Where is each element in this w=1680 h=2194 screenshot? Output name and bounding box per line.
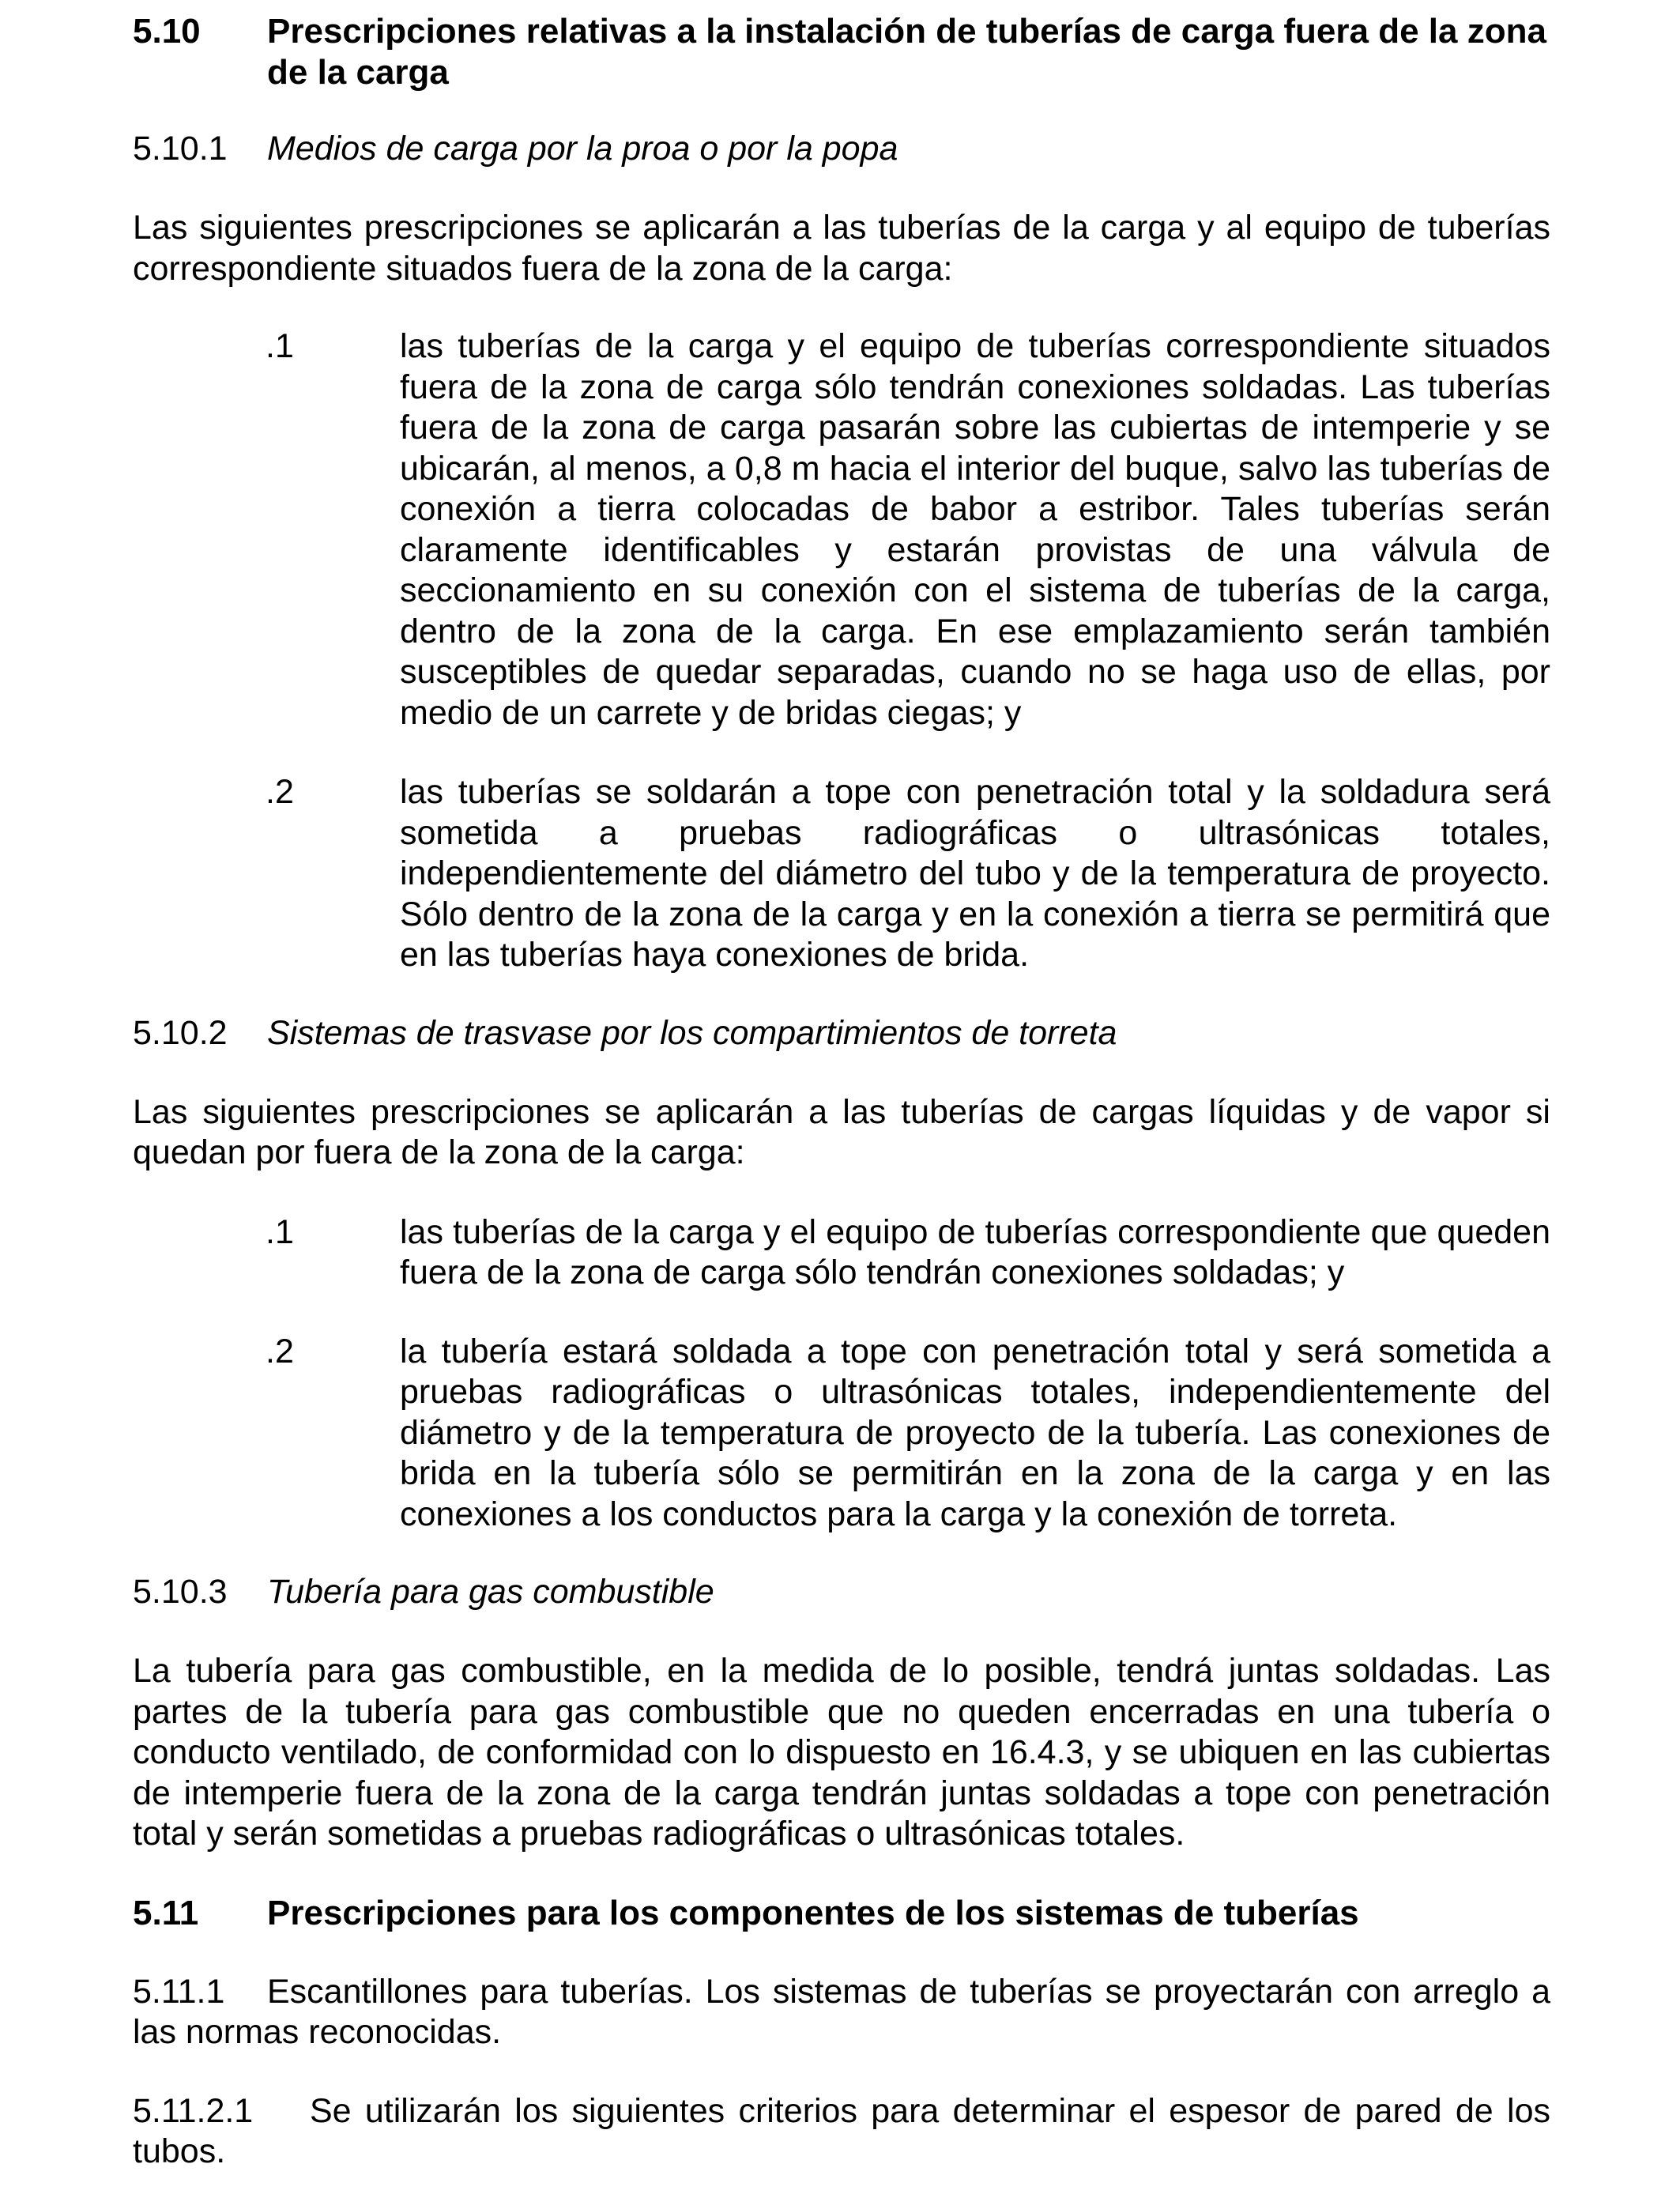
subsection-title: Tubería para gas combustible [267,1573,714,1611]
paragraph-5-11-1 [133,1972,1550,2053]
subsection-title: Sistemas de trasvase por los compartimientos de torreta [267,1013,1117,1052]
document-page [133,11,1550,2173]
list-item-text: las tuberías se soldarán a tope con penetración total y la soldadura será sometida a pruebas radiográficas o ultrasónicas totales, independientemente del diámetro del tubo y de la temperatura de proyecto. Sólo dentro de la zona de la carga y en la conexión a tierra se permitirá que en las tuberías haya conexiones de brida. [400,773,1550,974]
subsection-heading-5-10-3 [133,1571,1550,1612]
list-item-text: las tuberías de la carga y el equipo de tuberías correspondiente que queden fuera de la zona de carga sólo tendrán conexiones soldadas; y [400,1212,1550,1291]
paragraph-text: Se utilizarán los siguientes criterios para determinar el espesor de pared de los tubos. [133,2091,1550,2170]
section-heading-5-10 [133,11,1550,93]
paragraph-number: 5.11.1 [133,1972,225,2011]
section-title: Prescripciones para los componentes de los sistemas de tuberías [267,1893,1359,1932]
list-item [133,772,1550,976]
subsection-number: 5.10.1 [133,130,228,168]
paragraph-intro-5-10-1: Las siguientes prescripciones se aplicarán a las tuberías de la carga y al equipo de tuberías correspondiente situados fuera de la zona de la carga: [133,209,1550,288]
paragraph-number: 5.11.2.1 [133,2091,254,2130]
section-number: 5.10 [133,12,201,51]
paragraph-text: Escantillones para tuberías. Los sistemas de tuberías se proyectarán con arreglo a las normas reconocidas. [133,1972,1550,2051]
paragraph-5-11-2-1 [133,2091,1550,2173]
list-item [133,326,1550,733]
subsection-number: 5.10.2 [133,1013,228,1052]
list-item [133,1212,1550,1294]
section-heading-5-11 [133,1893,1550,1934]
list-marker: .2 [266,1332,294,1370]
subsection-heading-5-10-1 [133,128,1550,169]
paragraph-intro-5-10-2: Las siguientes prescripciones se aplicarán a las tuberías de cargas líquidas y de vapor si quedan por fuera de la zona de la carga: [133,1092,1550,1171]
list-item-text: las tuberías de la carga y el equipo de tuberías correspondiente situados fuera de la zona de carga sólo tendrán conexiones soldadas. Las tuberías fuera de la zona de carga pasarán sobre las cubiertas de intemperie y se ubicarán, al menos, a 0,8 m hacia el interior del buque, salvo las tuberías de conexión a tierra colocadas de babor a estribor. Tales tuberías serán claramente identificables y estarán provistas de una válvula de seccionamiento en su conexión con el sistema de tuberías de la carga, dentro de la zona de la carga. En ese emplazamiento serán también susceptibles de quedar separadas, cuando no se haga uso de ellas, por medio de un carrete y de bridas ciegas; y [400,327,1550,732]
subsection-number: 5.10.3 [133,1573,228,1611]
subsection-title: Medios de carga por la proa o por la popa [267,130,898,168]
list-item-text: la tubería estará soldada a tope con penetración total y será sometida a pruebas radiográficas o ultrasónicas totales, independientemente del diámetro y de la temperatura de proyecto de la tubería. Las conexiones de brida en la tubería sólo se permitirán en la zona de la carga y en las conexiones a los conductos para la carga y la conexión de torreta. [400,1332,1550,1533]
paragraph-5-10-3: La tubería para gas combustible, en la medida de lo posible, tendrá juntas soldadas. Las partes de la tubería para gas combustible que no queden encerradas en una tubería o conducto ventilado, de conformidad con lo dispuesto en 16.4.3, y se ubiquen en las cubiertas de intemperie fuera de la zona de la carga tendrán juntas soldadas a tope con penetración total y serán sometidas a pruebas radiográficas o ultrasónicas totales. [133,1652,1550,1853]
list-item [133,1332,1550,1536]
list-marker: .2 [266,773,294,811]
list-marker: .1 [266,327,294,365]
section-title: Prescripciones relativas a la instalación de tuberías de carga fuera de la zona de la carga [267,12,1546,92]
subsection-heading-5-10-2 [133,1012,1550,1054]
list-marker: .1 [266,1212,294,1251]
section-number: 5.11 [133,1893,199,1932]
